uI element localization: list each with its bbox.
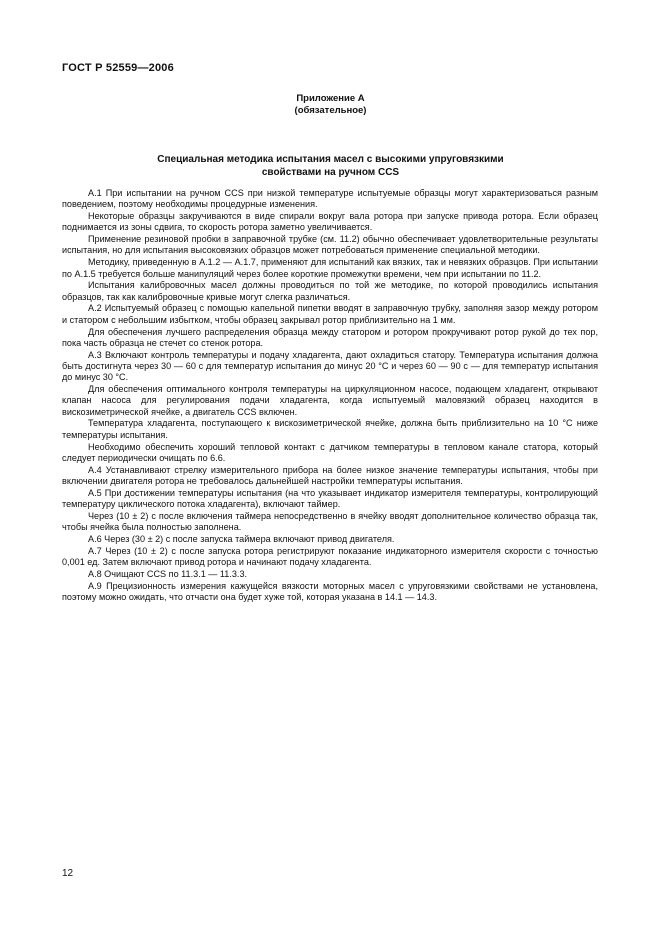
document-body — [62, 188, 598, 604]
paragraph: Необходимо обеспечить хороший тепловой контакт с датчиком температуры в тепловом канале статора, который следует периодически очищать по 6.6. — [62, 441, 598, 463]
paragraph: А.4 Устанавливают стрелку измерительного прибора на более низкое значение температуры испытания, чтобы при включении двигателя ротора не требовалось дальнейшей настройки температуры испытания. — [62, 464, 598, 486]
paragraph: Применение резиновой пробки в заправочной трубке (см. 11.2) обычно обеспечивает удовлетворительные результаты испытания, но для испытания высоковязких образцов может потребоваться применение специальной методики. — [62, 234, 598, 256]
paragraph: Для обеспечения оптимального контроля температуры на циркуляционном насосе, подающем хладагент, открывают клапан насоса для регулирования подачи хладагента, когда испытуемый маловязкий образец находится в вискозиметрической ячейке, а двигатель CCS включен. — [62, 384, 598, 417]
paragraph: А.2 Испытуемый образец с помощью капельной пипетки вводят в заправочную трубку, заполняя зазор между ротором и статором с небольшим избытком, чтобы образец закрывал ротор приблизительно на 1 мм. — [62, 303, 598, 325]
section-title-line-2: свойствами на ручном CCS — [261, 167, 400, 178]
paragraph: Температура хладагента, поступающего к вискозиметрической ячейке, должна быть приблизительно на 10 °С ниже температуры испытания. — [62, 418, 598, 440]
paragraph: А.3 Включают контроль температуры и подачу хладагента, дают охладиться статору. Температура испытания должна быть достигнута через 30 — 60 с для температур испытания до минус 20 °С и через 60 — 90 с — для температур испытания до минус 30 °С. — [62, 349, 598, 383]
appendix-status: (обязательное) — [294, 105, 367, 116]
paragraph: Методику, приведенную в А.1.2 — А.1.7, применяют для испытаний как вязких, так и невязких образцов. При испытании по А.1.5 требуется больше манипуляций через более короткие промежутки времени, чем при испытании по 11.2. — [62, 257, 598, 279]
paragraph: Через (10 ± 2) с после включения таймера непосредственно в ячейку вводят дополнительное количество образца так, чтобы ячейка была полностью заполнена. — [62, 510, 598, 533]
paragraph: Для обеспечения лучшего распределения образца между статором и ротором прокручивают ротор рукой до тех пор, пока часть образца не стечет со стенок ротора. — [62, 326, 598, 348]
appendix-heading — [0, 93, 661, 117]
section-title — [0, 153, 661, 179]
appendix-label: Приложение А — [296, 93, 365, 104]
paragraph: А.7 Через (10 ± 2) с после запуска ротора регистрируют показание индикаторного измерителя скорости с точностью 0,001 ед. Затем включают привод ротора и начинают подачу хладагента. — [62, 545, 598, 567]
document-id: ГОСТ Р 52559—2006 — [62, 62, 174, 74]
paragraph: Некоторые образцы закручиваются в виде спирали вокруг вала ротора при запуске привода ротора. Если образец поднимается из зоны сдвига, то скорость ротора заметно увеличивается. — [62, 211, 598, 233]
paragraph: Испытания калибровочных масел должны проводиться по той же методике, по которой проводились испытания образцов, так как калибровочные кривые могут слегка различаться. — [62, 280, 598, 302]
paragraph: А.5 При достижении температуры испытания (на что указывает индикатор измерителя температуры, контролирующий температуру циклического потока хладагента), включают таймер. — [62, 487, 598, 510]
page-number: 12 — [62, 868, 74, 879]
paragraph: А.9 Прецизионность измерения кажущейся вязкости моторных масел с упруговязкими свойствами не установлена, поэтому можно ожидать, что отчасти она будет хуже той, которая указана в 14.1 — 14.3. — [62, 580, 598, 602]
section-title-line-1: Специальная методика испытания масел с высокими упруговязкими — [157, 154, 504, 165]
paragraph: А.6 Через (30 ± 2) с после запуска таймера включают привод двигателя. — [88, 533, 395, 544]
paragraph: А.8 Очищают CCS по 11.3.1 — 11.3.3. — [88, 568, 248, 579]
paragraph: А.1 При испытании на ручном CCS при низкой температуре испытуемые образцы могут характеризоваться разным поведением, поэтому необходимы процедурные изменения. — [62, 188, 598, 210]
